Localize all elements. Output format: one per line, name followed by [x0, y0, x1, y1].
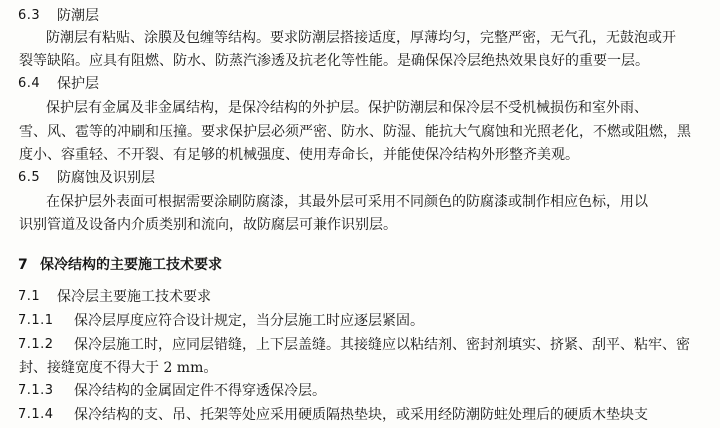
clause-number: 7.1.2 [18, 337, 54, 352]
section-title: 保护层 [57, 76, 99, 92]
clause-text: 保冷结构的金属固定件不得穿透保冷层。 [74, 383, 326, 399]
section-title: 保冷层主要施工技术要求 [57, 289, 211, 305]
clause-text: 保冷层施工时，应同层错缝，上下层盖缝。其接缝应以粘结剂、密封剂填实、挤紧、刮平、粘牢、密 [74, 337, 690, 353]
section-number: 6.5 [18, 170, 41, 185]
clause-number: 7.1.1 [18, 313, 54, 328]
clause-number: 7.1.3 [18, 383, 54, 398]
chapter-title: 保冷结构的主要施工技术要求 [40, 257, 222, 273]
section-number: 6.3 [18, 8, 41, 23]
section-title: 防潮层 [57, 8, 99, 24]
section-title: 防腐蚀及识别层 [57, 170, 155, 186]
clause-text: 保冷结构的支、吊、托架等处应采用硬质隔热垫块，或采用经防潮防蛀处理后的硬质木垫块支 [74, 407, 648, 423]
clause-text: 保冷层厚度应符合设计规定，当分层施工时应逐层紧固。 [74, 313, 424, 329]
section-number: 6.4 [18, 76, 41, 91]
section-number: 7.1 [18, 289, 41, 304]
chapter-number: 7 [18, 257, 28, 273]
document-page: 6.3 防潮层 防潮层有粘贴、涂膜及包缠等结构。要求防潮层搭接适度，厚薄均匀，完整严密，无气孔，无鼓泡或开 裂等缺陷。应具有阻燃、防水、防蒸汽渗透及抗老化等性能。是确保保冷层绝热效果良好的重要一层。 6.4 保护层 保护层有金属及非金属结构，是保冷结构的外护层。保护防潮层和保冷层不受机械损伤和室外雨、 雪、风、雹等的冲刷和压撞。要求保护层必须严密、防水、防湿、能抗大气腐蚀和光照老化，不燃或阻燃，黑 度小、容重轻、不开裂、有足够的机械强度、使用寿命长，并能使保冷结构外形整齐美观。 6.5 防腐蚀及识别层 在保护层外表面可根据需要涂刷防腐漆，其最外层可采用不同颜色的防腐漆或制作相应色标，用以 识别管道及设备内介质类别和流向，故防腐层可兼作识别层。 7 保冷结构的主要施工技术要求 7.1 保冷层主要施工技术要求 7.1.1 保冷层厚度应符合设计规定，当分层施工时应逐层紧固。 7.1.2 保冷层施工时，应同层错缝，上下层盖缝。其接缝应以粘结剂、密封剂填实、挤紧、刮平、粘牢、密 封、接缝宽度不得大于 2 mm。 7.1.3 保冷结构的金属固定件不得穿透保冷层。 7.1.4 保冷结构的支、吊、托架等处应采用硬质隔热垫块，或采用经防潮防蛀处理后的硬质木垫块支 [18, 8, 691, 423]
clause-number: 7.1.4 [18, 407, 54, 422]
